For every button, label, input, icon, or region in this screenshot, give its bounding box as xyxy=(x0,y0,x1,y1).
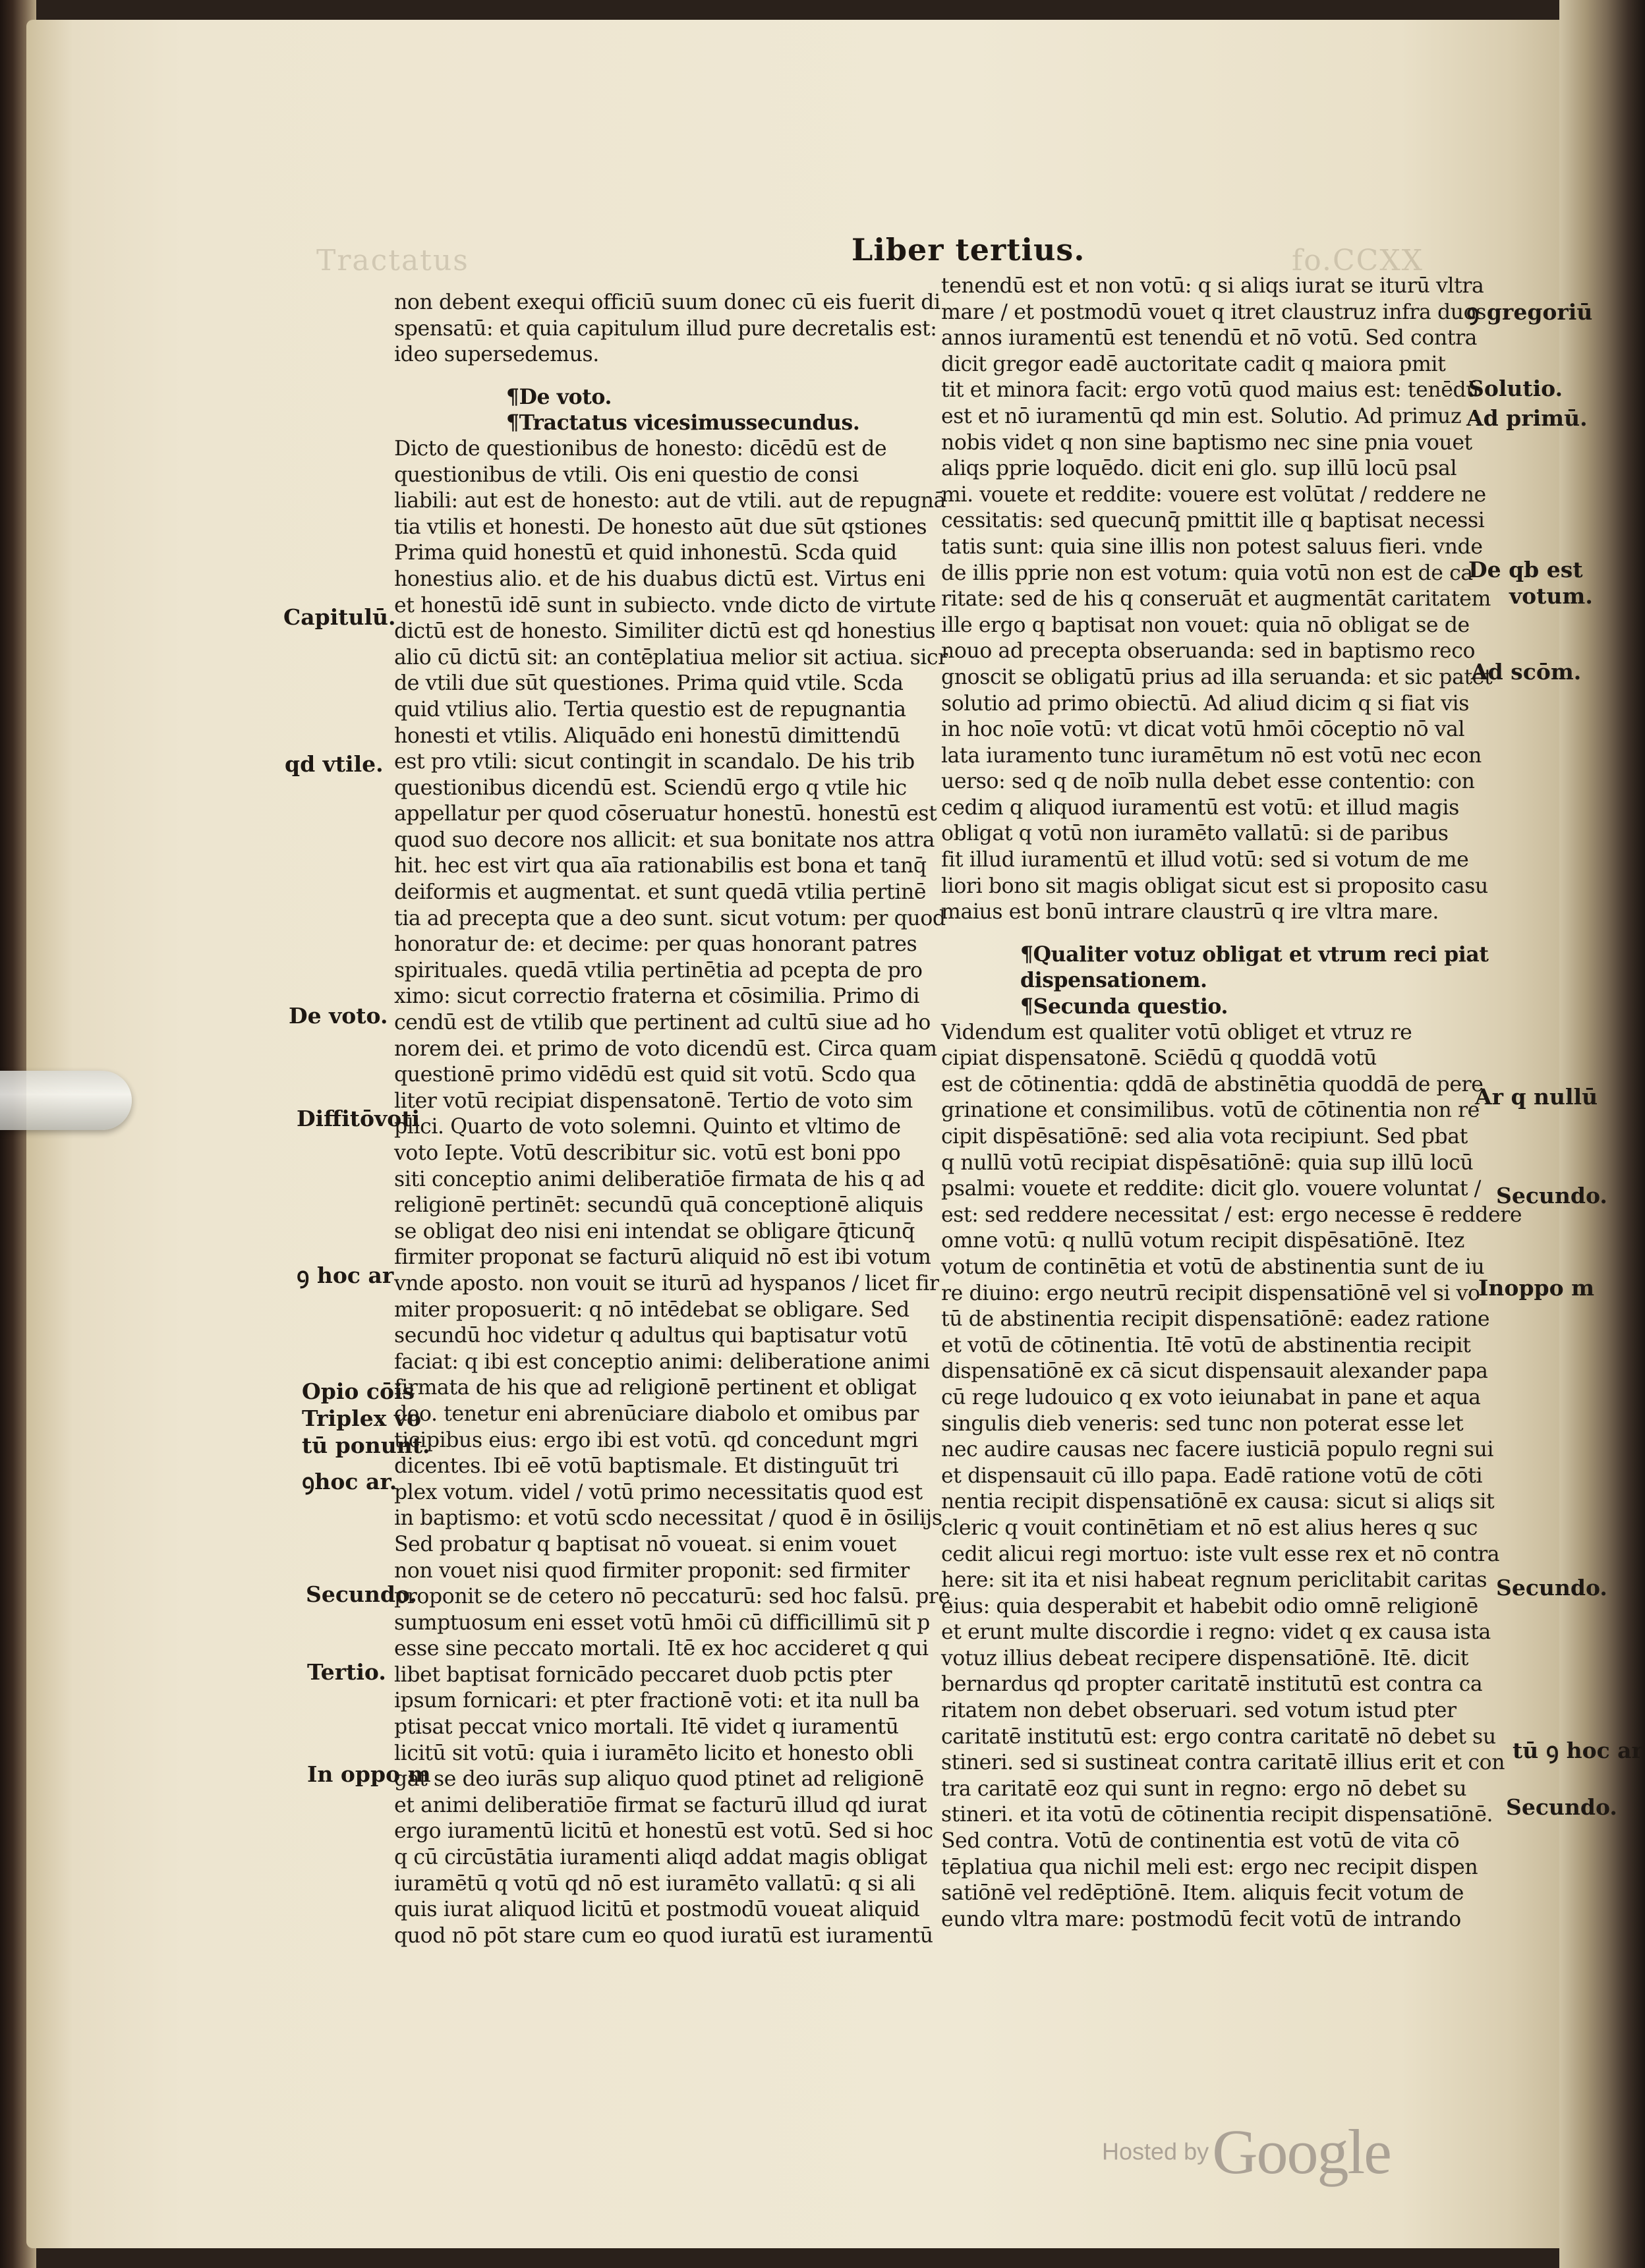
text-line: cleric q vouit continētiam et nō est alius heres q suc xyxy=(941,1516,1478,1540)
text-line: ritate: sed de his q conseruāt et augmentāt caritatem xyxy=(941,587,1491,611)
text-line: uerso: sed q de noīb nulla debet esse contentio: con xyxy=(941,770,1475,794)
text-line: est de cōtinentia: qddā de abstinētia quoddā de pere xyxy=(941,1072,1484,1096)
margin-note: ꝯ gregoriū xyxy=(1466,299,1593,325)
bleed-through-text: fo.CCXX xyxy=(1292,244,1424,277)
text-line: Dicto de questionibus de honesto: dicēdū est de xyxy=(394,436,887,461)
text-line: et erunt multe discordie i regno: videt q ex causa ista xyxy=(941,1620,1491,1645)
text-line: satiōnē vel redēptiōnē. Item. aliquis fecit votum de xyxy=(941,1881,1464,1906)
text-line: ergo iuramentū licitū et honestū est votū. Sed si hoc xyxy=(394,1819,933,1844)
text-line: miter proposuerit: q nō intēdebat se obligare. Sed xyxy=(394,1297,909,1322)
margin-note: Ar q nullū xyxy=(1475,1084,1598,1110)
text-line: aliqs pprie loquēdo. dicit eni glo. sup illū locū psal xyxy=(941,457,1457,481)
text-line: ¶Secunda questio. xyxy=(1020,994,1228,1019)
text-line: honesti et vtilis. Aliquādo eni honestū dimittendū xyxy=(394,723,900,748)
text-line: nouo ad precepta obseruanda: sed in baptismo reco xyxy=(941,639,1476,664)
text-line: nobis videt q non sine baptismo nec sine pnia vouet xyxy=(941,430,1472,455)
right-text-column xyxy=(941,273,1522,1933)
margin-note: Diffitōvoti xyxy=(297,1106,420,1131)
text-line: sumptuosum eni esset votū hmōi cū difficillimū sit p xyxy=(394,1610,930,1635)
text-line: ¶Qualiter votuz obligat et vtrum reci piat xyxy=(1020,942,1489,967)
text-line: cessitatis: sed quecunq̄ pmittit ille q baptisat necessi xyxy=(941,509,1485,533)
running-head: Liber tertius. xyxy=(851,232,1085,268)
text-line: maius est bonū intrare claustrū q ire vltra mare. xyxy=(941,900,1439,924)
text-line: quod nō pōt stare cum eo quod iuratū est iuramentū xyxy=(394,1923,933,1948)
text-line: omne votū: q nullū votum recipit dispēsatiōnē. Itez xyxy=(941,1229,1464,1253)
text-line: tēplatiua qua nichil meli est: ergo nec recipit dispen xyxy=(941,1855,1478,1879)
text-line: dicit gregor eadē auctoritate cadit q maiora pmit xyxy=(941,352,1446,376)
text-line: est: sed reddere necessitat / est: ergo necesse ē reddere xyxy=(941,1203,1522,1227)
margin-note: Inoppo m xyxy=(1478,1275,1595,1301)
text-line: ideo supersedemus. xyxy=(394,343,599,367)
text-line xyxy=(941,926,1522,942)
text-line: norem dei. et primo de voto dicendū est. Circa quam xyxy=(394,1036,937,1061)
text-line: quis iurat aliquod licitū et postmodū voueat aliquid xyxy=(394,1898,920,1922)
text-line: q nullū votū recipiat dispēsatiōnē: quia sup illū locū xyxy=(941,1150,1474,1175)
text-line: Videndum est qualiter votū obliget et vtruz re xyxy=(941,1020,1412,1044)
text-line: et votū de cōtinentia. Itē votū de abstinentia recipit xyxy=(941,1333,1471,1357)
hosted-by-text: Hosted by xyxy=(1102,2138,1209,2165)
text-line: obligat q votū non iuramēto vallatū: si de paribus xyxy=(941,822,1449,846)
text-line: tatis sunt: quia sine illis non potest saluus fieri. vnde xyxy=(941,534,1483,559)
margin-note: Secundo. xyxy=(306,1581,417,1607)
text-line: Sed contra. Votū de continentia est votū de vita cō xyxy=(941,1829,1460,1854)
margin-note: Triplex vo xyxy=(302,1405,422,1431)
text-line: secundū hoc videtur q adultus qui baptisatur votū xyxy=(394,1324,908,1348)
text-line: deo. tenetur eni abrenūciare diabolo et omibus par xyxy=(394,1402,919,1426)
google-logo: Google xyxy=(1212,2116,1391,2187)
text-line: ¶De voto. xyxy=(506,384,612,409)
text-line: spensatū: et quia capitulum illud pure decretalis est: xyxy=(394,316,937,341)
text-line: plici. Quarto de voto solemni. Quinto et vltimo de xyxy=(394,1115,901,1139)
margin-note: Secundo. xyxy=(1496,1575,1607,1601)
margin-note: tū ꝯ hoc ar xyxy=(1513,1738,1643,1763)
text-line: bernardus qd propter caritatē institutū est contra ca xyxy=(941,1672,1483,1697)
text-line: et dispensauit cū illo papa. Eadē ratione votū de cōti xyxy=(941,1463,1483,1488)
text-line: ptisat peccat vnico mortali. Itē videt q iuramentū xyxy=(394,1715,899,1740)
text-line: annos iuramentū est tenendū et nō votū. Sed contra xyxy=(941,326,1478,351)
text-line: Sed probatur q baptisat nō voueat. si enim vouet xyxy=(394,1532,896,1556)
text-line: esse sine peccato mortali. Itē ex hoc accideret q qui xyxy=(394,1637,929,1661)
margin-note: Capitulū. xyxy=(283,604,396,630)
text-line: vnde aposto. non vouit se iturū ad hyspanos / licet fir xyxy=(394,1271,939,1295)
left-text-column xyxy=(394,290,950,1949)
text-line: se obligat deo nisi eni intendat se obligare q̄ticunq̄ xyxy=(394,1219,915,1243)
text-line: alio cū dictū sit: an contēplatiua melior sit actiua. sicr xyxy=(394,645,948,669)
text-line: gat se deo iurās sup aliquo quod ptinet ad religionē xyxy=(394,1767,924,1792)
text-line: ritatem non debet obseruari. sed votum istud pter xyxy=(941,1699,1457,1723)
text-line: votum de continētia et votū de abstinentia sunt de iu xyxy=(941,1255,1485,1279)
text-line: lata iuramento tunc iuramētum nō est votū nec econ xyxy=(941,743,1482,768)
margin-note: Tertio. xyxy=(307,1659,386,1685)
text-line: in baptismo: et votū scdo necessitat / quod ē in ōsilijs xyxy=(394,1506,942,1531)
text-line: ticipibus eius: ergo ibi est votū. qd concedunt mgri xyxy=(394,1428,918,1452)
margin-note: De voto. xyxy=(289,1003,388,1029)
text-line: firmiter proponat se facturū aliquid nō est ibi votum xyxy=(394,1245,931,1270)
text-line: dictū est de honesto. Similiter dictū est qd honestius xyxy=(394,619,936,644)
text-line: et animi deliberatiōe firmat se facturū illud qd iurat xyxy=(394,1793,927,1817)
text-line: liter votū recipiat dispensatonē. Tertio de voto sim xyxy=(394,1089,913,1113)
margin-note: Secundo. xyxy=(1496,1183,1607,1208)
text-line: libet baptisat fornicādo peccaret duob pctis pter xyxy=(394,1662,892,1687)
margin-note: In oppo m xyxy=(307,1761,431,1787)
text-line: faciat: q ibi est conceptio animi: deliberatione animi xyxy=(394,1349,930,1374)
text-line: ximo: sicut correctio fraterna et cōsimilia. Primo di xyxy=(394,984,920,1009)
bleed-through-text: Tractatus xyxy=(316,244,469,277)
text-line: tia vtilis et honesti. De honesto aūt due sūt qstiones xyxy=(394,515,927,539)
google-watermark xyxy=(1102,2115,1391,2188)
text-line: honoratur de: et decime: per quas honorant patres xyxy=(394,932,917,957)
text-line: cū rege ludouico q ex voto ieiunabat in pane et aqua xyxy=(941,1385,1481,1409)
text-line: votuz illius debeat recipere dispensatiōnē. Itē. dicit xyxy=(941,1646,1468,1670)
text-line: spirituales. quedā vtilia pertinētia ad pcepta de pro xyxy=(394,958,923,982)
text-line: singulis dieb veneris: sed tunc non poterat esse let xyxy=(941,1411,1464,1436)
margin-note: De qb est xyxy=(1468,557,1583,582)
text-line: quid vtilius alio. Tertia questio est de repugnantia xyxy=(394,697,906,722)
text-line: siti conceptio animi deliberatiōe firmata de his q ad xyxy=(394,1167,925,1191)
text-line: in hoc noīe votū: vt dicat votū hmōi cōceptio nō val xyxy=(941,718,1465,742)
text-line: tia ad precepta que a deo sunt. sicut votum: per quod xyxy=(394,906,946,930)
text-line: cedim q aliquod iuramentū est votū: et illud magis xyxy=(941,795,1459,820)
text-line: tū de abstinentia recipit dispensatiōnē: eadez ratione xyxy=(941,1307,1490,1332)
text-line: re diuino: ergo neutrū recipit dispensatiōnē vel si vo xyxy=(941,1281,1480,1305)
text-line: eundo vltra mare: postmodū fecit votū de intrando xyxy=(941,1907,1461,1931)
text-line: religionē pertinēt: secundū quā conceptionē aliquis xyxy=(394,1193,923,1218)
text-line: ille ergo q baptisat non vouet: quia nō obligat se de xyxy=(941,613,1470,637)
text-line: liabili: aut est de honesto: aut de vtili. aut de repugnā xyxy=(394,489,946,513)
text-line: solutio ad primo obiectū. Ad aliud dicim q si fiat vis xyxy=(941,691,1469,716)
page-fore-edge xyxy=(1559,0,1645,2268)
text-line: dispensationem. xyxy=(1020,968,1207,993)
text-line: nentia recipit dispensatiōnē ex causa: sicut si aliqs sit xyxy=(941,1490,1495,1514)
text-line: mi. vouete et reddite: vouere est volūtat / reddere ne xyxy=(941,482,1486,507)
text-line: psalmi: vouete et reddite: dicit glo. vouere voluntat / xyxy=(941,1177,1481,1201)
page-clip xyxy=(0,1071,132,1130)
margin-note: qd vtile. xyxy=(285,751,384,777)
text-line: non debent exequi officiū suum donec cū eis fuerit di xyxy=(394,291,940,314)
margin-note: votum. xyxy=(1509,583,1593,609)
text-line: cipiat dispensatonē. Sciēdū q quoddā votū xyxy=(941,1046,1377,1071)
text-line: liori bono sit magis obligat sicut est si proposito casu xyxy=(941,874,1488,898)
margin-note: ꝯhoc ar. xyxy=(302,1469,397,1494)
text-line: questionibus de vtili. Ois eni questio de consi xyxy=(394,463,859,487)
text-line: hit. hec est virt qua aīa rationabilis est bona et tanq̄ xyxy=(394,854,927,878)
text-line: deiformis et augmentat. et sunt quedā vtilia pertinē xyxy=(394,880,927,905)
text-line: eius: quia desperabit et habebit odio omnē religionē xyxy=(941,1594,1478,1618)
text-line: dicentes. Ibi eē votū baptismale. Et distinguūt tri xyxy=(394,1454,899,1479)
text-line: quod suo decore nos allicit: et sua bonitate nos attra xyxy=(394,828,935,852)
text-line: questionibus dicendū est. Sciendū ergo q vtile hic xyxy=(394,776,907,800)
text-line: mare / et postmodū vouet q itret claustruz infra duos xyxy=(941,300,1487,324)
text-line: de vtili due sūt questiones. Prima quid vtile. Scda xyxy=(394,671,904,696)
text-line: nec audire causas nec facere iusticiā populo regni sui xyxy=(941,1438,1494,1462)
text-line: iuramētū q votū qd nō est iuramēto vallatū: q si ali xyxy=(394,1871,915,1896)
text-line: cipit dispēsatiōnē: sed alia vota recipiunt. Sed pbat xyxy=(941,1125,1468,1148)
text-line: grinatione et consimilibus. votū de cōtinentia non re xyxy=(941,1098,1480,1123)
text-line: cedit alicui regi mortuo: iste vult esse rex et nō contra xyxy=(941,1542,1500,1566)
text-line: fit illud iuramentū et illud votū: sed si votum de me xyxy=(941,848,1469,872)
text-line: cendū est de vtilib que pertinent ad cultū siue ad ho xyxy=(394,1011,931,1035)
text-line: dispensatiōnē ex cā sicut dispensauit alexander papa xyxy=(941,1359,1488,1384)
text-line: gnoscit se obligatū prius ad illa seruanda: et sic patet xyxy=(941,665,1493,689)
text-line: et honestū idē sunt in subiecto. vnde dicto de virtute xyxy=(394,593,937,617)
text-line: firmata de his que ad religionē pertinent et obligat xyxy=(394,1376,917,1400)
margin-note: ꝯ hoc ar xyxy=(297,1262,394,1288)
text-line: est pro vtili: sicut contingit in scandalo. De his trib xyxy=(394,750,915,774)
text-line: de illis pprie non est votum: quia votū non est de ca xyxy=(941,561,1473,585)
margin-note: Ad primū. xyxy=(1466,405,1588,431)
margin-note: Secundo. xyxy=(1506,1794,1617,1820)
text-line: q cū circūstātia iuramenti aliqd addat magis obligat xyxy=(394,1846,927,1870)
text-line: honestius alio. et de his duabus dictū est. Virtus eni xyxy=(394,567,925,591)
margin-note: Solutio. xyxy=(1468,376,1563,401)
text-line: ¶Tractatus vicesimussecundus. xyxy=(506,411,860,436)
text-line: stineri. et ita votū de cōtinentia recipit dispensatiōnē. xyxy=(941,1803,1493,1827)
text-line: non vouet nisi quod firmiter proponit: sed firmiter xyxy=(394,1558,909,1583)
text-line: stineri. sed si sustineat contra caritatē illius erit et con xyxy=(941,1751,1505,1775)
margin-note: Ad scōm. xyxy=(1471,659,1582,685)
text-line: plex votum. videl / votū primo necessitatis quod est xyxy=(394,1480,923,1504)
text-line: ipsum fornicari: et pter fractionē voti: et ita null ba xyxy=(394,1689,920,1713)
text-line: appellatur per quod cōseruatur honestū. honestū est xyxy=(394,802,937,826)
margin-note: tū ponunt. xyxy=(302,1432,430,1458)
text-line: questionē primo vidēdū est quid sit votū. Scdo qua xyxy=(394,1063,916,1087)
margin-note: Opio cōis xyxy=(302,1378,415,1404)
text-line: licitū sit votū: quia i iuramēto licito et honesto obli xyxy=(394,1741,913,1765)
text-line: Prima quid honestū et quid inhonestū. Scda quid xyxy=(394,541,897,565)
text-line: tit et minora facit: ergo votū quod maius est: tenēdū xyxy=(941,378,1480,403)
text-line xyxy=(394,368,950,384)
text-line: here: sit ita et nisi habeat regnum periclitabit caritas xyxy=(941,1568,1487,1593)
text-line: tenendū est et non votū: q si aliqs iurat se iturū vltra xyxy=(941,274,1484,298)
text-line: proponit se de cetero nō peccaturū: sed hoc falsū. pre xyxy=(394,1585,950,1609)
text-line: caritatē institutū est: ergo contra caritatē nō debet su xyxy=(941,1724,1496,1749)
text-line: tra caritatē eoz qui sunt in regno: ergo nō debet su xyxy=(941,1776,1467,1801)
text-line: est et nō iuramentū qd min est. Solutio. Ad primuz xyxy=(941,404,1462,428)
text-line: voto Iepte. Votū describitur sic. votū est boni ppo xyxy=(394,1141,901,1165)
